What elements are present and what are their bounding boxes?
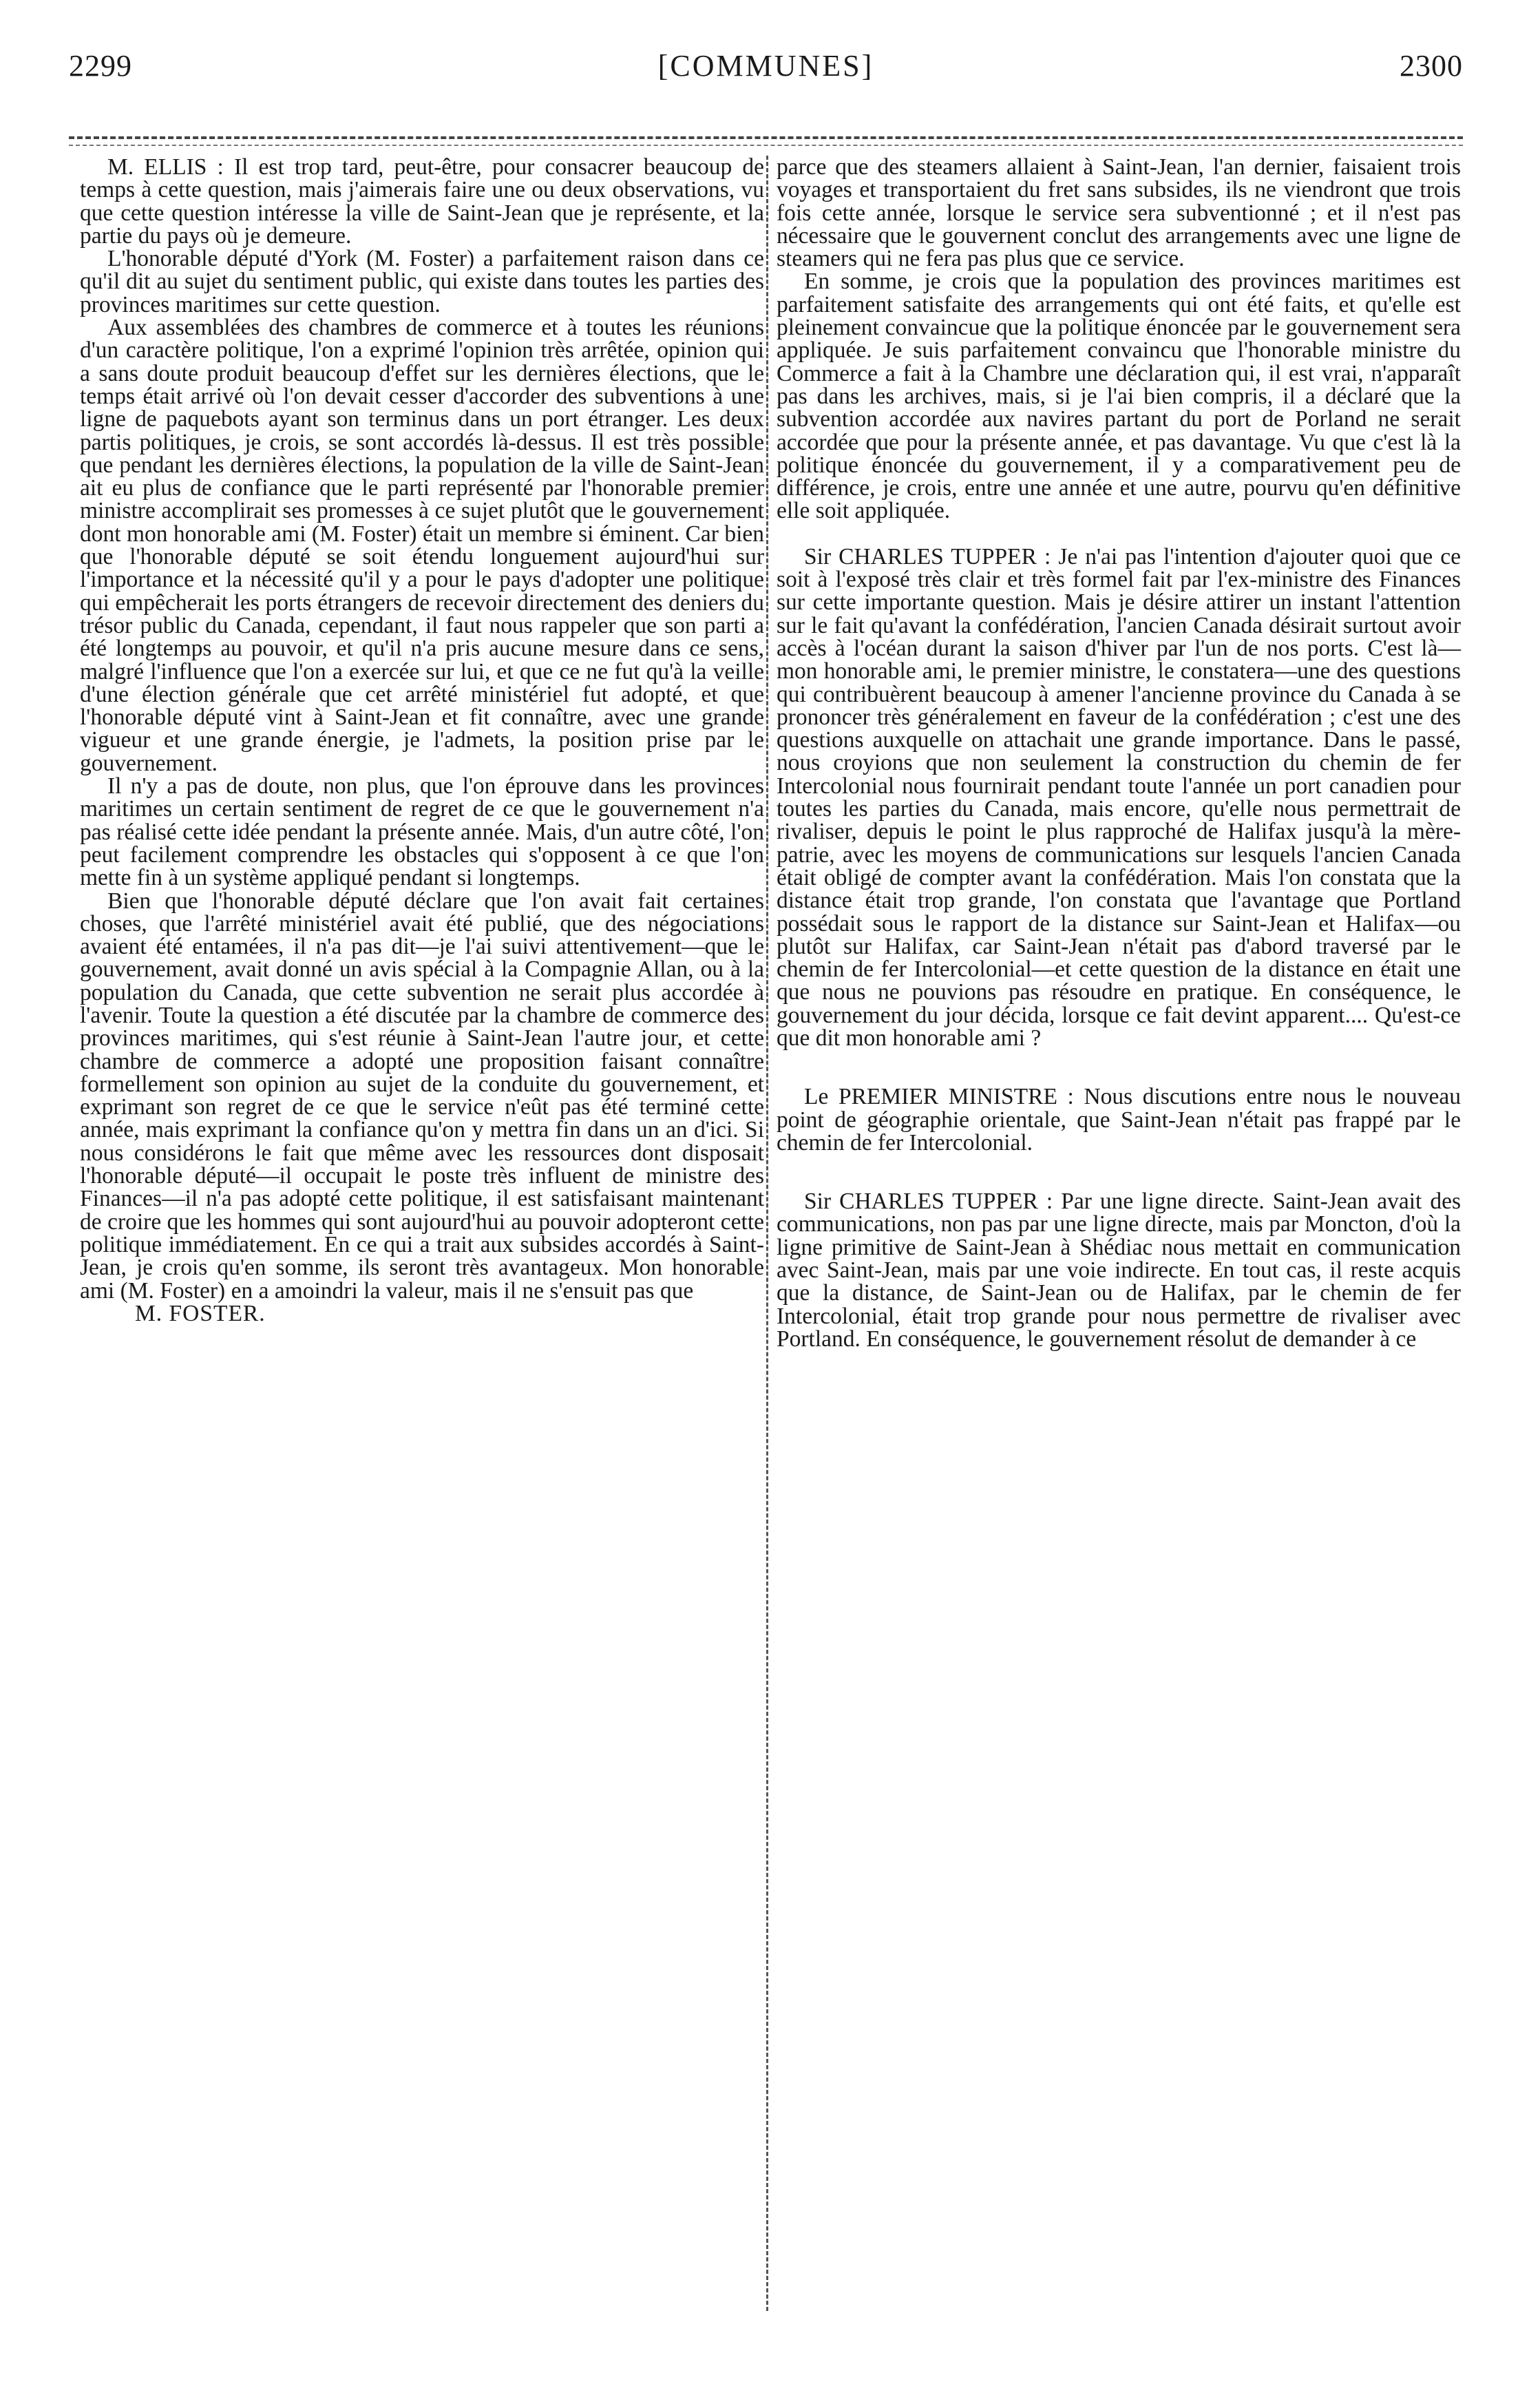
paragraph [777, 545, 1461, 1050]
column-divider [766, 156, 768, 2311]
speaker-name: Sir CHARLES TUPPER : [804, 1189, 1053, 1215]
page-number-right: 2300 [1400, 49, 1463, 83]
paragraph-text: Il est trop tard, peut-être, pour consacrer beaucoup de temps à cette question, mais j'aimerais faire une ou deux observations, vu que cette question intéresse la ville de Saint-Jean que je représente, et la partie du pays où je demeure. [80, 154, 764, 249]
speaker-footer [80, 1302, 764, 1325]
paragraph-text: Par une ligne directe. Saint-Jean avait des communications, non pas par une ligne directe, mais par Moncton, d'où la ligne primitive de Saint-Jean à Shédiac nous mettait en communication avec Saint-Jean, mais par une voie indirecte. En tout cas, il reste acquis que la distance, de Saint-Jean ou de Halifax, par le chemin de fer Intercolonial, était trop grande pour nous permettre de rivaliser avec Portland. En conséquence, le gouvernement résolut de demander à ce [777, 1189, 1462, 1352]
paragraph [80, 316, 764, 775]
speaker-name: Sir CHARLES TUPPER : [804, 543, 1051, 569]
paragraph-text: parce que des steamers allaient à Saint-Jean, l'an dernier, faisaient trois voyages et transportaient du fret sans subsides, ils ne viendront que trois fois cette année, lorsque le service sera subventionné ; et il n'est pas nécessaire que le gouvernent conclut des arrangements avec une ligne de steamers qui ne fera pas plus que ce service. [777, 154, 1461, 272]
page-title: [COMMUNES] [657, 49, 874, 83]
paragraph [777, 270, 1461, 522]
header-rule [69, 136, 1463, 139]
paragraph [777, 1085, 1461, 1154]
speaker-name: Le PREMIER MINISTRE : [804, 1084, 1074, 1110]
paragraph-gap [777, 1049, 1461, 1085]
paragraph-text: Nous discutions entre nous le nouveau point de géographie orientale, que Saint-Jean n'était pas frappé par le chemin de fer Intercolonial. [777, 1084, 1461, 1156]
speaker-name: M. ELLIS : [107, 154, 224, 180]
paragraph-text: L'honorable député d'York (M. Foster) a parfaitement raison dans ce qu'il dit au sujet du sentiment public, qui existe dans toutes les parties des provinces maritimes sur cette question. [80, 246, 764, 317]
paragraph [80, 775, 764, 889]
paragraph [777, 1190, 1461, 1350]
paragraph [80, 156, 764, 247]
paragraph-gap [777, 1154, 1461, 1190]
paragraph [80, 890, 764, 1302]
paragraph-text: Il n'y a pas de doute, non plus, que l'on éprouve dans les provinces maritimes un certain sentiment de regret de ce que le gouvernement n'a pas réalisé cette idée pendant la présente année. Mais, d'un autre côté, l'on peut facilement comprendre les obstacles qui s'opposent à ce que l'on mette fin à un système appliqué pendant si longtemps. [80, 773, 764, 891]
page-number-left: 2299 [69, 49, 132, 83]
right-column [777, 156, 1461, 1350]
paragraph-text: Aux assemblées des chambres de commerce et à toutes les réunions d'un caractère politique, l'on a exprimé l'opinion très arrêtée, opinion qui a sans doute produit beaucoup d'effet sur les dernières élections, que le temps était arrivé où l'on devait cesser d'accorder des subventions à une ligne de paquebots ayant son terminus dans un port étranger. Les deux partis politiques, je crois, se sont accordés là-dessus. Il est très possible que pendant les dernières élections, la population de la ville de Saint-Jean ait eu plus de confiance que le parti représenté par l'honorable premier ministre accomplirait ses promesses à ce sujet plutôt que le gouvernement dont mon honorable ami (M. Foster) était un membre si éminent. Car bien que l'honorable député se soit étendu longuement aujourd'hui sur l'importance et la nécessité qu'il y a pour le pays d'adopter une politique qui empêcherait les ports étrangers de recevoir directement des deniers du trésor public du Canada, cependant, il faut nous rappeler que son parti a été longtemps au pouvoir, et qu'il n'a pris aucune mesure dans ce sens, malgré l'influence que l'on a exercée sur lui, et que ce ne fut qu'à la veille d'une élection générale que cet arrêté ministériel fut adopté, et que l'honorable député vint à Saint-Jean et fit connaître, avec une grande vigueur et une grande énergie, je l'admets, la position prise par le gouvernement. [80, 315, 764, 776]
paragraph-text: En somme, je crois que la population des provinces maritimes est parfaitement satisfaite des arrangements qui ont été faits, et qu'elle est pleinement convaincue que la politique énoncée par le gouvernement sera appliquée. Je suis parfaitement convaincu que l'honorable ministre du Commerce a fait à la Chambre une déclaration qui, il est vrai, n'apparaît pas dans les archives, mais, si je l'ai bien compris, il a déclaré que la subvention accordée aux navires partant du port de Porland ne serait accordée que pour la présente année, et pas davantage. Vu que c'est là la politique énoncée du gouvernement, il y a comparativement peu de différence, je crois, entre une année et une autre, pourvu qu'en définitive elle soit appliquée. [777, 269, 1461, 524]
speaker-footer-text: M. FOSTER. [135, 1300, 266, 1326]
continued-paragraph [777, 156, 1461, 270]
paragraph [80, 247, 764, 316]
paragraph-gap [777, 523, 1461, 545]
page-header [69, 48, 1463, 103]
paragraph-text: Bien que l'honorable député déclare que l'on avait fait certaines choses, que l'arrêté ministériel avait été publié, que des négociations avaient été entamées, il n'a pas dit—je l'ai suivi attentivement—que le gouvernement, avait donné un avis spécial à la Compagnie Allan, ou à la population du Canada, que cette subvention ne serait plus accordée à l'avenir. Toute la question a été discutée par la chambre de commerce des provinces maritimes, qui s'est réunie à Saint-Jean l'autre jour, et cette chambre de commerce a adopté une proposition faisant connaître formellement son opinion au sujet de la conduite du gouvernement, et exprimant son regret de ce que le service n'eût pas été terminé cette année, mais exprimant la confiance qu'on y mettra fin dans un an d'ici. Si nous considérons le fait que même avec les ressources dont disposait l'honorable député—il occupait le poste très influent de ministre des Finances—il n'a pas adopté cette politique, il est satisfaisant maintenant de croire que les hommes qui sont aujourd'hui au pouvoir adopteront cette politique immédiatement. En ce qui a trait aux subsides accordés à Saint-Jean, je crois qu'en somme, ils seront très avantageux. Mon honorable ami (M. Foster) en a amoindri la valeur, mais il ne s'ensuit pas que [80, 888, 764, 1304]
left-column [80, 156, 764, 1325]
header-rule-secondary [69, 145, 1463, 146]
paragraph-text: Je n'ai pas l'intention d'ajouter quoi que ce soit à l'exposé très clair et très formel fait par l'ex-ministre des Finances sur cette importante question. Mais je désire attirer un instant l'attention sur le fait qu'avant la confédération, l'ancien Canada désirait surtout avoir accès à l'océan durant la saison d'hiver par l'un de nos ports. C'est là—mon honorable ami, le premier ministre, le constatera—une des questions qui contribuèrent beaucoup à amener l'ancienne province du Canada à se prononcer très généralement en faveur de la confédération ; c'est une des questions auxquelle on attachait une grande importance. Dans le passé, nous croyions que non seulement la construction du chemin de fer Intercolonial nous fournirait pendant toute l'année un port canadien pour toutes les parties du Canada, mais encore, qu'elle nous permettrait de rivaliser, depuis le point le plus rapproché de Halifax jusqu'à la mère-patrie, avec les moyens de communications sur lesquels l'ancien Canada était obligé de compter avant la confédération. Mais l'on constata que la distance était trop grande, l'on constata que l'avantage que Portland possédait sous le rapport de la distance sur Saint-Jean et Halifax—ou plutôt sur Halifax, car Saint-Jean n'était pas d'abord traversé par le chemin de fer Intercolonial—et cette question de la distance en était une que nous ne pouvions pas résoudre en pratique. En conséquence, le gouvernement du jour décida, lorsque ce fait devint apparent.... Qu'est-ce que dit mon honorable ami ? [777, 543, 1461, 1051]
